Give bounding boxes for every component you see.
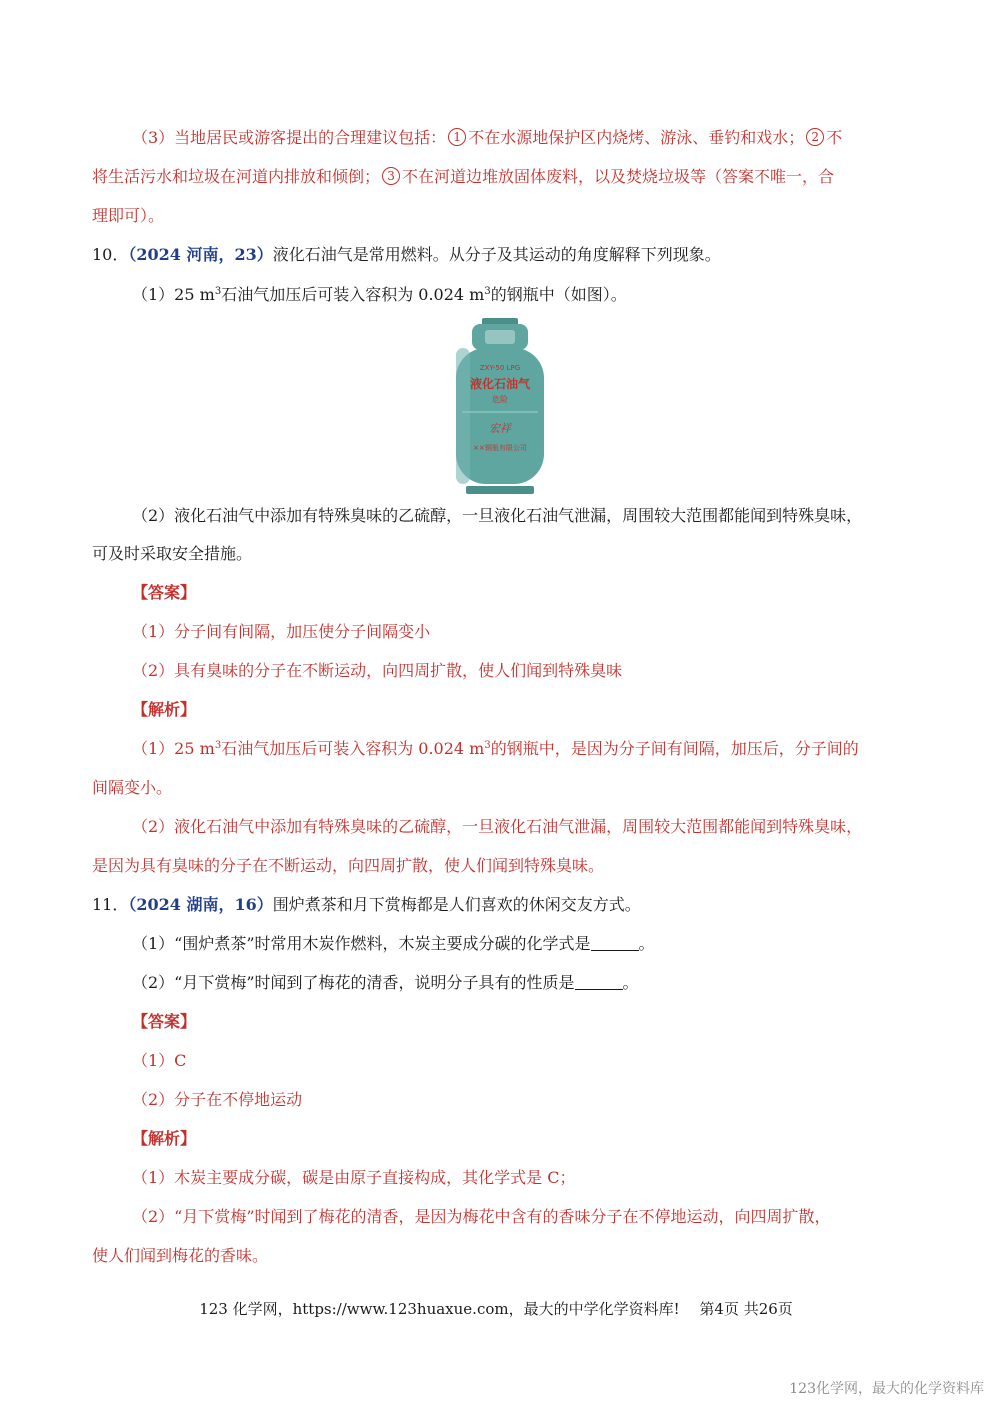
question-number: 11． — [92, 895, 129, 914]
question-stem: 液化石油气是常用燃料。从分子及其运动的角度解释下列现象。 — [272, 245, 721, 264]
answer-blank — [575, 973, 623, 990]
q10-answer-2: （2）具有臭味的分子在不断运动，向四周扩散，使人们闻到特殊臭味 — [132, 661, 623, 680]
circled-number-3: 3 — [382, 167, 400, 185]
q11-answer-2: （2）分子在不停地运动 — [132, 1090, 303, 1109]
q11-answer-1: （1）C — [132, 1051, 187, 1070]
q10-analysis-1-line1: （1）25 $m^3$石油气加压后可装入容积为 0.024 $m^3$的钢瓶中，是因为分子间有间隔，加压后，分子间的 — [132, 739, 859, 758]
q9-part3-line2: 将生活污水和垃圾在河道内排放和倾倒； 3 不在河道边堆放固体废料，以及焚烧垃圾等（答案不唯一，合 — [92, 167, 835, 186]
q10-analysis-1-line2: 间隔变小。 — [92, 778, 173, 797]
answer-blank — [591, 934, 639, 951]
question-number: 10． — [92, 245, 129, 264]
q10-part1: （1）25 $m^3$石油气加压后可装入容积为 0.024 $m^3$的钢瓶中（如图）。 — [132, 285, 627, 304]
tank-brand: 宏祥 — [489, 422, 511, 435]
analysis-heading: 【解析】 — [132, 1129, 197, 1148]
circled-number-2: 2 — [806, 128, 824, 146]
q11-analysis-1: （1）木炭主要成分碳，碳是由原子直接构成，其化学式是 C； — [132, 1168, 576, 1187]
q11-part1: （1）“围炉煮茶”时常用木炭作燃料，木炭主要成分碳的化学式是 。 — [132, 934, 655, 953]
q10-part2-line2: 可及时采取安全措施。 — [92, 544, 253, 563]
site-watermark: 123化学网，最大的化学资料库 — [789, 1381, 984, 1397]
answer-heading: 【答案】 — [132, 1012, 197, 1031]
q10-analysis-2-line1: （2）液化石油气中添加有特殊臭味的乙硫醇，一旦液化石油气泄漏，周围较大范围都能闻到特殊臭味， — [132, 817, 863, 836]
svg-text:ZXY-50 LPG: ZXY-50 LPG — [479, 364, 521, 372]
lpg-cylinder-image — [452, 318, 548, 494]
question-source: （2024 河南，23） — [128, 245, 273, 264]
page-footer: 123 化学网，https://www.123huaxue.com，最大的中学化学资料库! 第4页 共26页 — [199, 1300, 793, 1318]
q9-part3-line3: 理即可）。 — [92, 206, 165, 225]
q10-stem-line — [92, 243, 721, 267]
analysis-heading: 【解析】 — [132, 700, 197, 719]
question-stem: 围炉煮茶和月下赏梅都是人们喜欢的休闲交友方式。 — [272, 895, 641, 914]
answer-heading: 【答案】 — [132, 583, 197, 602]
q9-part3-line1: （3）当地居民或游客提出的合理建议包括： 1 不在水源地保护区内烧烤、游泳、垂钓和戏水； 2 不 — [132, 128, 843, 147]
q10-answer-1: （1）分子间有间隔，加压使分子间隔变小 — [132, 622, 431, 641]
tank-company: ××钢瓶有限公司 — [473, 444, 527, 452]
tank-label-main: 液化石油气 — [469, 377, 531, 391]
q10-part2-line1: （2）液化石油气中添加有特殊臭味的乙硫醇，一旦液化石油气泄漏，周围较大范围都能闻到特殊臭味， — [132, 506, 863, 525]
circled-number-1: 1 — [448, 128, 466, 146]
q11-part2: （2）“月下赏梅”时闻到了梅花的清香，说明分子具有的性质是 。 — [132, 973, 639, 992]
question-source: （2024 湖南，16） — [128, 895, 273, 914]
q11-analysis-2-line2: 使人们闻到梅花的香味。 — [92, 1246, 269, 1265]
q11-analysis-2-line1: （2）“月下赏梅”时闻到了梅花的清香，是因为梅花中含有的香味分子在不停地运动，向四周扩散， — [132, 1207, 831, 1226]
tank-label-small: 危险 — [492, 395, 508, 404]
q10-analysis-2-line2: 是因为具有臭味的分子在不断运动，向四周扩散，使人们闻到特殊臭味。 — [92, 856, 605, 875]
q11-stem-line — [92, 893, 641, 917]
